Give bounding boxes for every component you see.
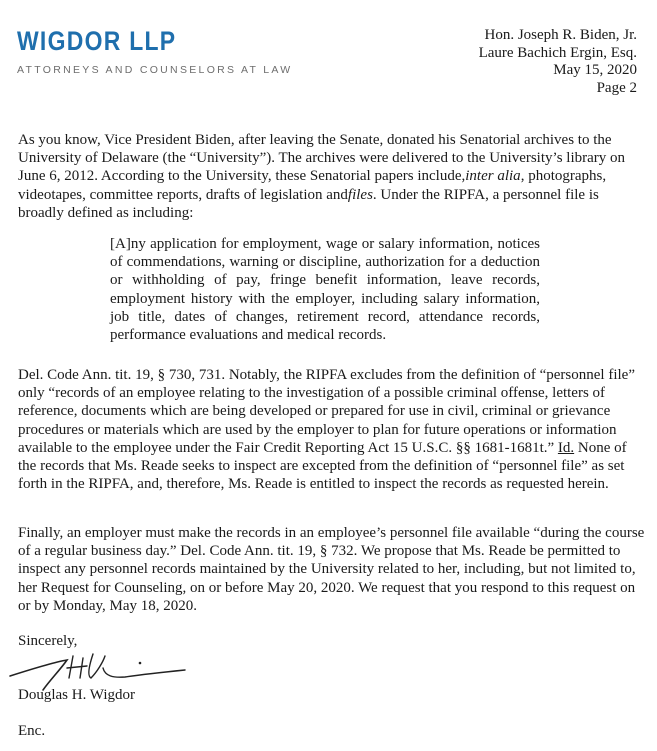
firm-logo	[17, 26, 293, 76]
page-header	[479, 27, 637, 97]
text: As you know, Vice President Biden, after leaving the Senate, donated his Senatorial archives to the University of Delaware (the “University”). The archives were delivered to the University’s library on June 6, 2012. According to the University, these Senatorial papers include,	[18, 132, 626, 185]
letter-date: May 15, 2020	[553, 62, 637, 78]
text: None of the records that Ms. Reade seeks to inspect are excepted from the definition of “personnel file” as set forth in the RIPFA, and, therefore, Ms. Reade is entitled to inspect the records as requested herein.	[18, 439, 627, 493]
recipient-1: Hon. Joseph R. Biden, Jr.	[484, 27, 637, 43]
recipient-2: Laure Bachich Ergin, Esq.	[478, 44, 637, 61]
paragraph-request: Finally, an employer must make the records in an employee’s personnel file available “during the course of a regular business day.” Del. Code Ann. tit. 19, § 732. We propose that Ms. Reade be permitted to inspect any personnel records maintained by the University related to her, including, but not limited to, her Request for Counseling, on or before May 20, 2020. We request that you respond to this request on or by Monday, May 18, 2020.	[18, 525, 645, 614]
firm-tagline: ATTORNEYS AND COUNSELORS AT LAW	[17, 64, 293, 76]
signer-name: Douglas H. Wigdor	[18, 687, 136, 703]
paragraph-archives	[18, 131, 648, 222]
firm-name: WIGDOR LLP	[17, 26, 177, 56]
paragraph-exclusions	[18, 366, 648, 493]
closing-salutation: Sincerely,	[18, 633, 78, 649]
block-quote: [A]ny application for employment, wage or salary information, notices of commendations, warning or discipline, authorization for a deduction or withholding of pay, fringe benefit information, leave records, employment history with the employer, including salary information, job title, dates of changes, retirement record, attendance records, performance evaluations and medical records.	[110, 236, 540, 344]
text: . Under the RIPFA, a personnel file is broadly defined as including:	[18, 186, 599, 221]
text: , photographs, videotapes, committee reports, drafts of legislation and	[18, 168, 607, 203]
italic-text: inter alia	[465, 168, 521, 185]
italic-text: files	[347, 186, 373, 203]
text: Del. Code Ann. tit. 19, § 730, 731. Notably, the RIPFA excludes from the definition of “personnel file” only “records of an employee relating to the investigation of a possible criminal offense, letters of reference, documents which are being developed or prepared for use in civil, criminal or grievance procedures or materials which are used by the employer to plan for future operations or information available to the employee under the Fair Credit Reporting Act 15 U.S.C. §§ 1681-1681t.”	[18, 367, 635, 456]
citation-id: Id.	[557, 439, 575, 456]
enclosure-note: Enc.	[18, 723, 46, 739]
page-number: Page 2	[596, 79, 637, 96]
